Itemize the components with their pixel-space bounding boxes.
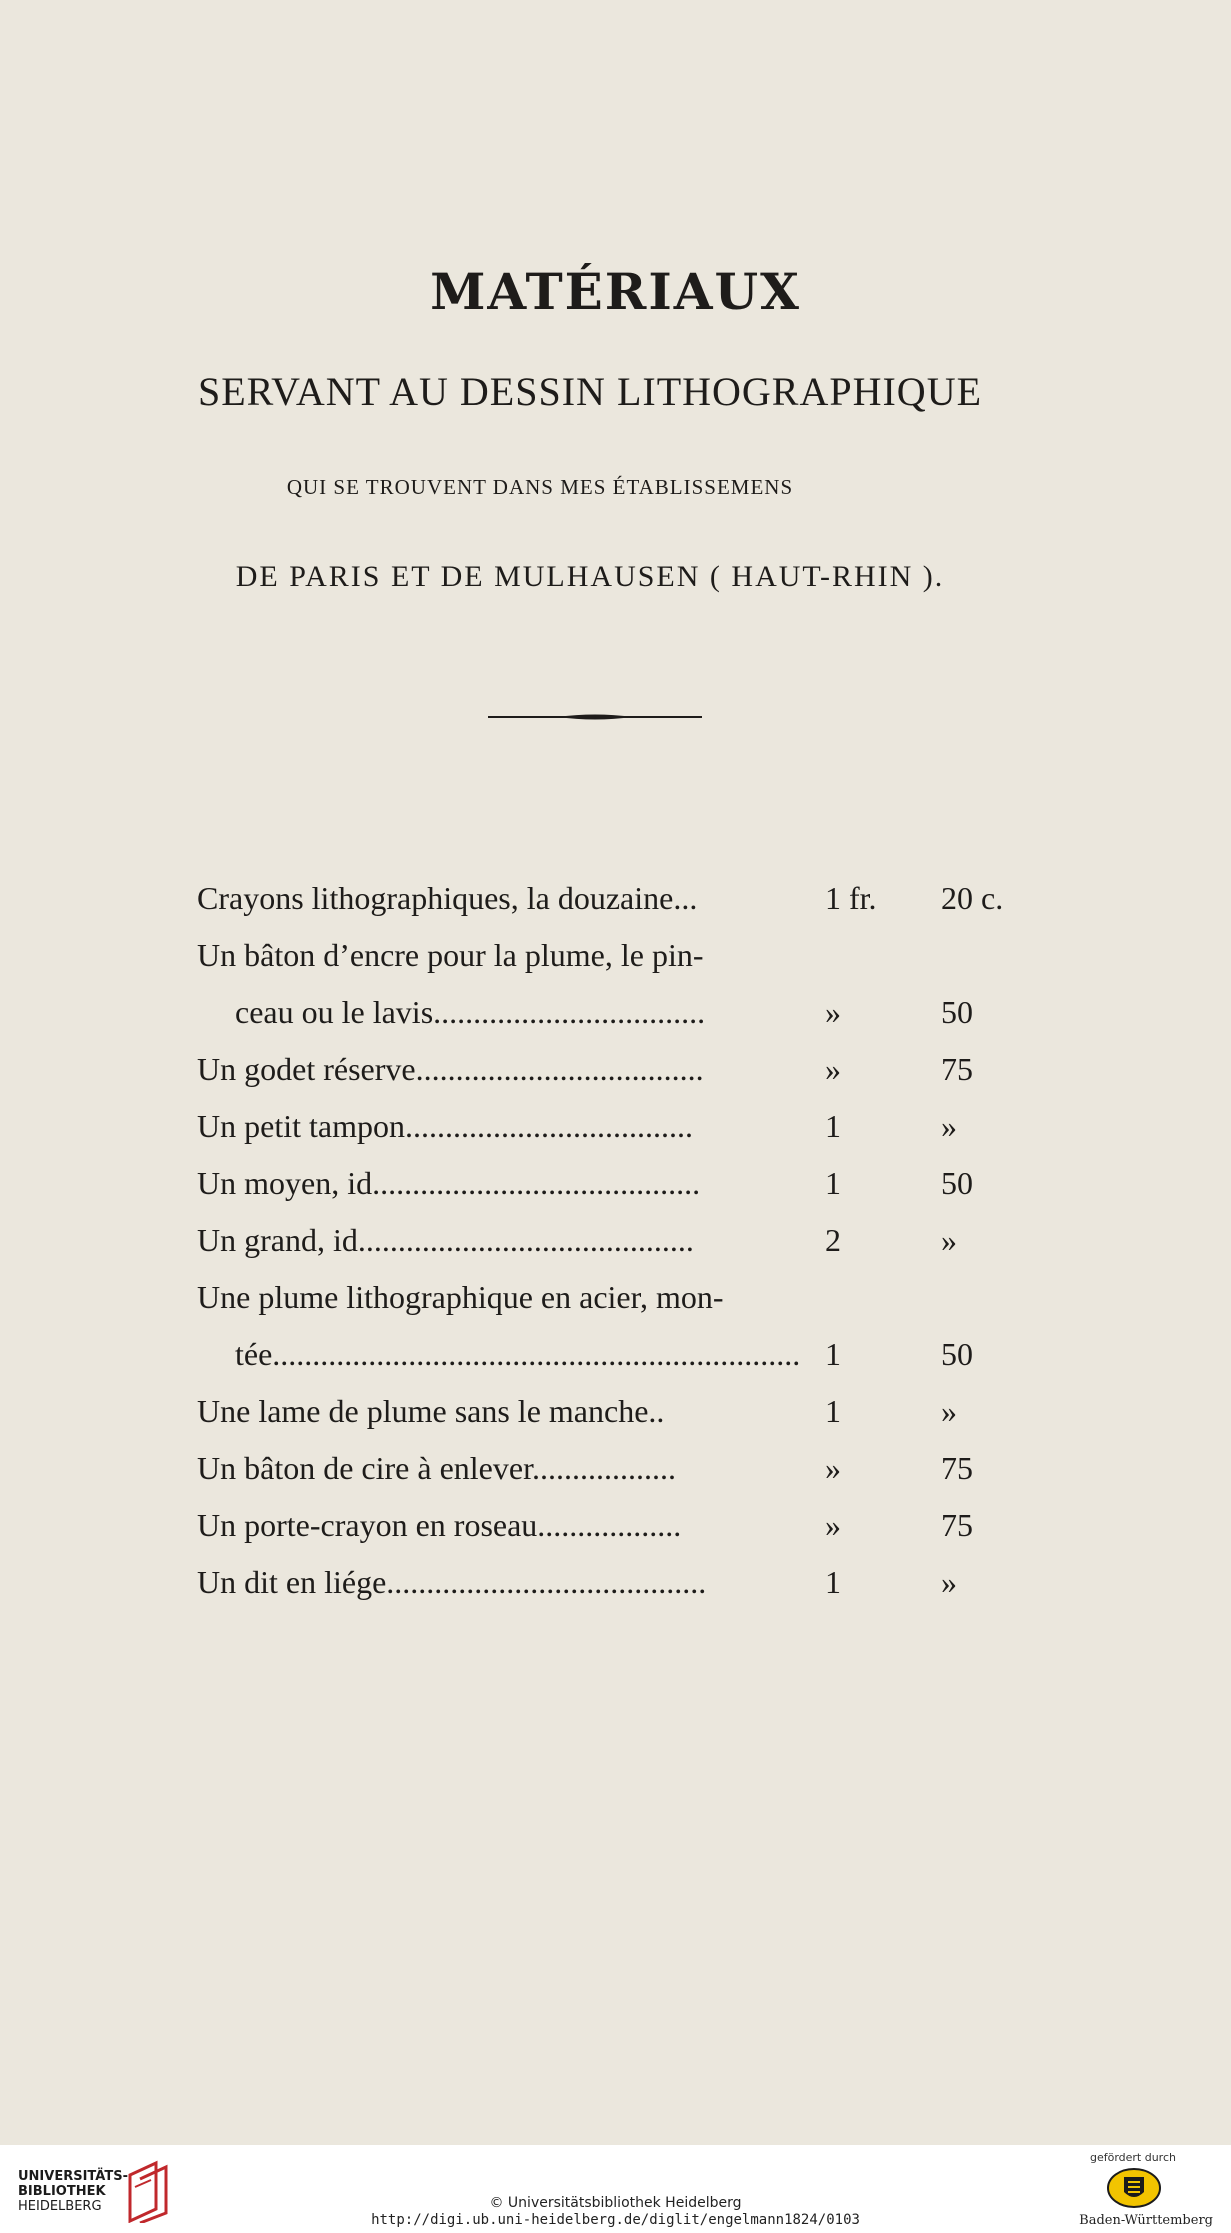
item-description: tée.................................................................. — [235, 1336, 801, 1372]
sponsor-name: Baden-Württemberg — [1079, 2213, 1213, 2228]
baden-wuerttemberg-logo-icon[interactable] — [1107, 2168, 1161, 2208]
page-subtitle: SERVANT AU DESSIN LITHOGRAPHIQUE — [197, 369, 983, 414]
item-price-francs: 1 — [825, 1336, 841, 1372]
item-price-francs: » — [825, 1450, 841, 1486]
list-item — [197, 1393, 1037, 1441]
item-price-centimes: 75 — [941, 1507, 973, 1543]
item-price-francs: 1 — [825, 1564, 841, 1600]
item-price-centimes: » — [941, 1222, 957, 1258]
list-item — [197, 994, 1037, 1042]
list-item — [197, 880, 1037, 928]
item-description: Crayons lithographiques, la douzaine... — [197, 880, 698, 916]
item-price-centimes: » — [941, 1564, 957, 1600]
item-description: Un dit en liége........................................ — [197, 1564, 707, 1600]
library-name-line: UNIVERSITÄTS- — [18, 2169, 128, 2184]
item-description: Un bâton de cire à enlever.................. — [197, 1450, 676, 1486]
sponsor-label: gefördert durch — [1089, 2151, 1176, 2164]
list-item — [197, 1108, 1037, 1156]
item-description: Une plume lithographique en acier, mon- — [197, 1279, 724, 1315]
item-description: Un grand, id.......................................... — [197, 1222, 694, 1258]
item-price-francs: 1 — [825, 1108, 841, 1144]
item-price-centimes: 20 c. — [941, 880, 1004, 916]
item-description: Une lame de plume sans le manche.. — [197, 1393, 665, 1429]
item-description: Un godet réserve.................................... — [197, 1051, 704, 1087]
list-item — [197, 1051, 1037, 1099]
list-item — [197, 1564, 1037, 1612]
item-price-centimes: 50 — [941, 1165, 973, 1201]
viewer-footer — [0, 2145, 1231, 2233]
list-item — [197, 1165, 1037, 1213]
item-price-francs: » — [825, 1507, 841, 1543]
item-price-centimes: 50 — [941, 994, 973, 1030]
item-price-francs: » — [825, 994, 841, 1030]
item-price-centimes: 50 — [941, 1336, 973, 1372]
list-item — [197, 1507, 1037, 1555]
page-title: MATÉRIAUX — [430, 262, 801, 321]
list-item — [197, 1279, 1037, 1327]
list-item — [197, 937, 1037, 985]
item-price-centimes: » — [941, 1393, 957, 1429]
copyright-notice: © Universitätsbibliothek Heidelberg — [489, 2195, 742, 2211]
item-price-francs: » — [825, 1051, 841, 1087]
item-description: ceau ou le lavis.................................. — [235, 994, 706, 1030]
subtitle-line-3: QUI SE TROUVENT DANS MES ÉTABLISSEMENS — [286, 475, 794, 499]
item-price-francs: 2 — [825, 1222, 841, 1258]
item-description: Un bâton d’encre pour la plume, le pin- — [197, 937, 704, 973]
ornament-rule — [488, 712, 702, 722]
library-name-line: HEIDELBERG — [18, 2199, 102, 2214]
library-name-line: BIBLIOTHEK — [18, 2184, 106, 2199]
item-price-francs: 1 — [825, 1393, 841, 1429]
item-price-centimes: 75 — [941, 1450, 973, 1486]
list-item — [197, 1450, 1037, 1498]
item-price-francs: 1 — [825, 1165, 841, 1201]
item-description: Un moyen, id......................................... — [197, 1165, 701, 1201]
item-description: Un petit tampon.................................... — [197, 1108, 693, 1144]
item-price-francs: 1 fr. — [825, 880, 877, 916]
subtitle-line-4: DE PARIS ET DE MULHAUSEN ( HAUT-RHIN ). — [235, 560, 945, 593]
item-price-centimes: 75 — [941, 1051, 973, 1087]
item-description: Un porte-crayon en roseau.................. — [197, 1507, 682, 1543]
list-item — [197, 1336, 1037, 1384]
list-item — [197, 1222, 1037, 1270]
permalink-url[interactable]: http://digi.ub.uni-heidelberg.de/diglit/engelmann1824/0103 — [371, 2212, 860, 2228]
item-price-centimes: » — [941, 1108, 957, 1144]
